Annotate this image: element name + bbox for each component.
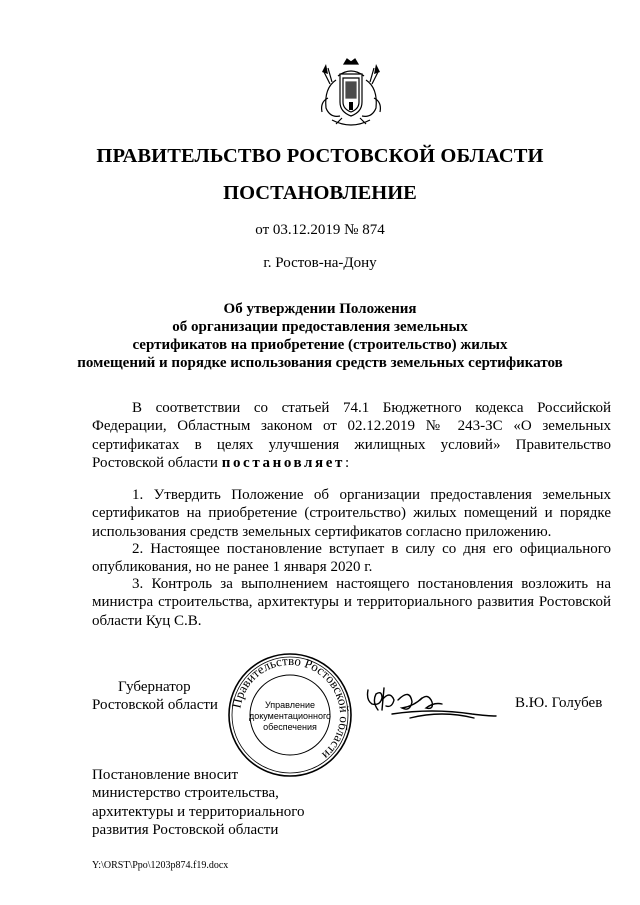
document-date-number: от 03.12.2019 № 874 (255, 222, 385, 238)
signatory-position (92, 678, 218, 715)
item-3-paragraph: 3. Контроль за выполнением настоящего постановления возложить на министра строительства, архитектуры и территориального развития Ростовской области Куц С.В. (92, 576, 611, 629)
subject-line: сертификатов на приобретение (строительство) жилых (132, 337, 508, 353)
seal-inner-line: обеспечения (263, 722, 317, 732)
document-type: ПОСТАНОВЛЕНИЕ (223, 182, 417, 204)
submitted-line: министерство строительства, (92, 785, 279, 802)
item-1-paragraph: 1. Утвердить Положение об организации предоставления земельных сертификатов на приобретение (строительство) жилых помещений и порядке использования средств земельных сертификатов согласно приложению. (92, 487, 611, 540)
subject-line: помещений и порядке использования средств земельных сертификатов (77, 355, 563, 371)
handwritten-signature (362, 680, 502, 726)
seal-inner-line: Управление (264, 700, 316, 710)
position-line: Ростовской области (92, 697, 218, 714)
government-title: ПРАВИТЕЛЬСТВО РОСТОВСКОЙ ОБЛАСТИ (96, 145, 544, 167)
signatory-name: В.Ю. Голубев (515, 695, 603, 711)
submitted-line: Постановление вносит (92, 767, 239, 783)
position-line: Губернатор (118, 679, 191, 695)
preamble-text: В соответствии со статьей 74.1 Бюджетного кодекса Российской Федерации, Областным законом от 02.12.2019 № 243-ЗС «О земельных сертификатах в целях улучшения жилищных условий» Правительство Ростовской области (92, 400, 611, 472)
file-path: Y:\ORST\Ppo\1203p874.f19.docx (92, 860, 229, 871)
seal-inner-line: документационного (248, 711, 332, 721)
official-seal-stamp (227, 652, 353, 778)
preamble-verb: постановляет (221, 455, 345, 472)
submitted-line: развития Ростовской области (92, 822, 279, 839)
document-subject (0, 300, 640, 372)
subject-line: об организации предоставления земельных (172, 319, 468, 335)
preamble-paragraph (92, 399, 611, 473)
seal-ring-text: Правительство Ростовской области (228, 652, 353, 763)
submitted-line: архитектуры и территориального (92, 803, 305, 820)
document-city: г. Ростов-на-Дону (263, 255, 377, 271)
subject-line: Об утверждении Положения (223, 301, 417, 317)
preamble-colon: : (345, 455, 350, 472)
submitted-by-note (92, 766, 305, 840)
coat-of-arms-icon (316, 58, 386, 132)
item-2-paragraph: 2. Настоящее постановление вступает в силу со дня его официального опубликования, но не ранее 1 января 2020 г. (92, 541, 611, 576)
